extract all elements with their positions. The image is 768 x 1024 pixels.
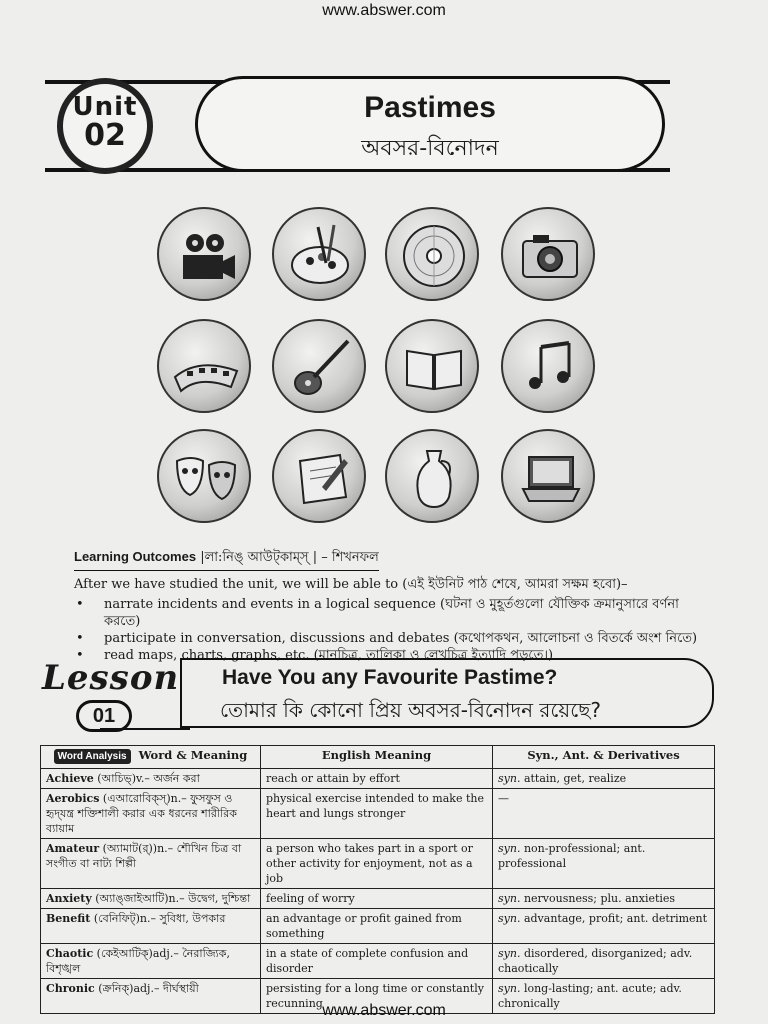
cell-english: an advantage or profit gained from something (261, 909, 493, 944)
lo-item: • participate in conversation, discussions and debates (কথোপকথন, আলোচনা ও বিতর্কে অংশ নিতে) (74, 630, 714, 647)
laptop-icon (501, 429, 595, 523)
site-url-bottom[interactable]: www.abswer.com (322, 1002, 446, 1019)
syn-text: — (498, 792, 509, 805)
unit-subtitle: অবসর-বিনোদন (361, 136, 499, 161)
lo-list (74, 596, 714, 664)
word-term: Benefit (46, 912, 91, 925)
table-row (41, 909, 715, 944)
cell-word (41, 769, 261, 789)
learning-outcomes (74, 548, 714, 664)
cell-syn (493, 944, 715, 979)
word-term: Aerobics (46, 792, 100, 805)
cell-word (41, 789, 261, 839)
photo-camera-icon (501, 207, 595, 301)
syn-text: advantage, profit; ant. detriment (520, 912, 708, 925)
cell-syn (493, 769, 715, 789)
lesson-banner (40, 656, 720, 736)
lo-item: • narrate incidents and events in a logical sequence (ঘটনা ও মুহূর্তগুলো যৌক্তিক ক্রমানুসারে বর্ণনা করতে) (74, 596, 714, 630)
syn-text: disordered, disorganized; adv. chaotically (498, 947, 693, 975)
table-row (41, 839, 715, 889)
cell-syn (493, 789, 715, 839)
cell-english: a person who takes part in a sport or other activity for enjoyment, not as a job (261, 839, 493, 889)
syn-text: long-lasting; ant. acute; adv. chronically (498, 982, 682, 1010)
syn-text: non-professional; ant. professional (498, 842, 646, 870)
unit-title-box (195, 76, 665, 172)
lo-item: • read maps, charts, graphs, etc. (মানচিত্র, তালিকা ও লেখচিত্র ইত্যাদি পড়তে।) (74, 647, 714, 664)
cell-word (41, 944, 261, 979)
unit-word: Unit (72, 92, 138, 122)
lesson-title: Have You any Favourite Pastime? (222, 666, 558, 689)
unit-badge (57, 78, 153, 174)
syn-tag: syn. (498, 892, 521, 905)
table-row (41, 944, 715, 979)
lesson-title-box (180, 658, 714, 728)
word-bn-meaning: (আচিভ্)v.– অর্জন করা (93, 772, 200, 785)
lesson-connector (100, 728, 190, 730)
word-bn-meaning: (অ্যামাট(র্))n.– শৌখিন চিত্র বা সংগীত বা নাট্য শিল্পী (46, 842, 242, 870)
syn-text: attain, get, realize (520, 772, 627, 785)
table-header-row (41, 746, 715, 769)
lesson-subtitle: তোমার কি কোনো প্রিয় অবসর-বিনোদন রয়েছে? (220, 698, 601, 722)
cell-english: in a state of complete confusion and disorder (261, 944, 493, 979)
word-bn-meaning: (অ্যাঙ্জাইআটি)n.– উদ্বেগ, দুশ্চিন্তা (91, 892, 251, 905)
lo-intro: After we have studied the unit, we will be able to (এই ইউনিট পাঠ শেষে, আমরা সক্ষম হবো)– (74, 577, 628, 592)
syn-tag: syn. (498, 982, 521, 995)
theatre-masks-icon (157, 429, 251, 523)
word-term: Chaotic (46, 947, 94, 960)
word-term: Amateur (46, 842, 100, 855)
lo-heading-pron: |লা:নিঙ্ আউট্কাম্স্ | (200, 550, 318, 565)
unit-number: 02 (84, 118, 126, 153)
pastime-icon-grid (157, 207, 607, 522)
lo-heading-bn: – শিখনফল (321, 550, 379, 565)
cell-english: physical exercise intended to make the heart and lungs stronger (261, 789, 493, 839)
cell-english: reach or attain by effort (261, 769, 493, 789)
lo-heading-en: Learning Outcomes (74, 549, 197, 564)
unit-title: Pastimes (364, 91, 496, 124)
music-notes-icon (501, 319, 595, 413)
cell-english: persisting for a long time or constantly recunning (261, 979, 493, 1014)
guitar-icon (272, 319, 366, 413)
pottery-vase-icon (385, 429, 479, 523)
header-label: Word & Meaning (138, 748, 248, 762)
learning-outcomes-heading (74, 548, 379, 571)
word-term: Anxiety (46, 892, 92, 905)
word-analysis-table (40, 745, 715, 1014)
cell-syn (493, 839, 715, 889)
header-word-meaning (41, 746, 261, 769)
open-book-icon (385, 319, 479, 413)
word-term: Chronic (46, 982, 95, 995)
film-reel-icon (157, 319, 251, 413)
table-row (41, 769, 715, 789)
word-bn-meaning: (এআরোবিক্স্)n.– ফুসফুস ও হৃদ্‌যন্ত্র শক্তিশালী করার এক ধরনের শারীরিক ব্যায়াম (46, 792, 237, 835)
word-bn-meaning: (বেনিফিট্)n.– সুবিধা, উপকার (90, 912, 226, 925)
cell-english: feeling of worry (261, 889, 493, 909)
cell-syn (493, 889, 715, 909)
cell-word (41, 909, 261, 944)
cell-syn (493, 909, 715, 944)
syn-tag: syn. (498, 842, 521, 855)
syn-tag: syn. (498, 947, 521, 960)
syn-tag: syn. (498, 772, 521, 785)
lesson-word: Lesson (42, 658, 180, 698)
unit-banner (45, 74, 670, 184)
header-english-meaning: English Meaning (261, 746, 493, 769)
film-camera-icon (157, 207, 251, 301)
cd-disc-icon (385, 207, 479, 301)
site-url-top[interactable]: www.abswer.com (322, 2, 446, 19)
header-syn-ant: Syn., Ant. & Derivatives (493, 746, 715, 769)
table-row (41, 789, 715, 839)
word-bn-meaning: (কেইআটিক্)adj.– নৈরাজ্যিক, বিশৃঙ্খল (46, 947, 230, 975)
cell-word (41, 839, 261, 889)
word-bn-meaning: (ক্রনিক্)adj.– দীর্ঘস্থায়ী (94, 982, 199, 995)
syn-tag: syn. (498, 912, 521, 925)
painting-palette-icon (272, 207, 366, 301)
table-row (41, 889, 715, 909)
word-analysis-tag: Word Analysis (54, 749, 131, 764)
word-term: Achieve (46, 772, 94, 785)
cell-word (41, 889, 261, 909)
syn-text: nervousness; plu. anxieties (520, 892, 676, 905)
writing-paper-icon (272, 429, 366, 523)
lesson-number: 01 (76, 700, 132, 732)
